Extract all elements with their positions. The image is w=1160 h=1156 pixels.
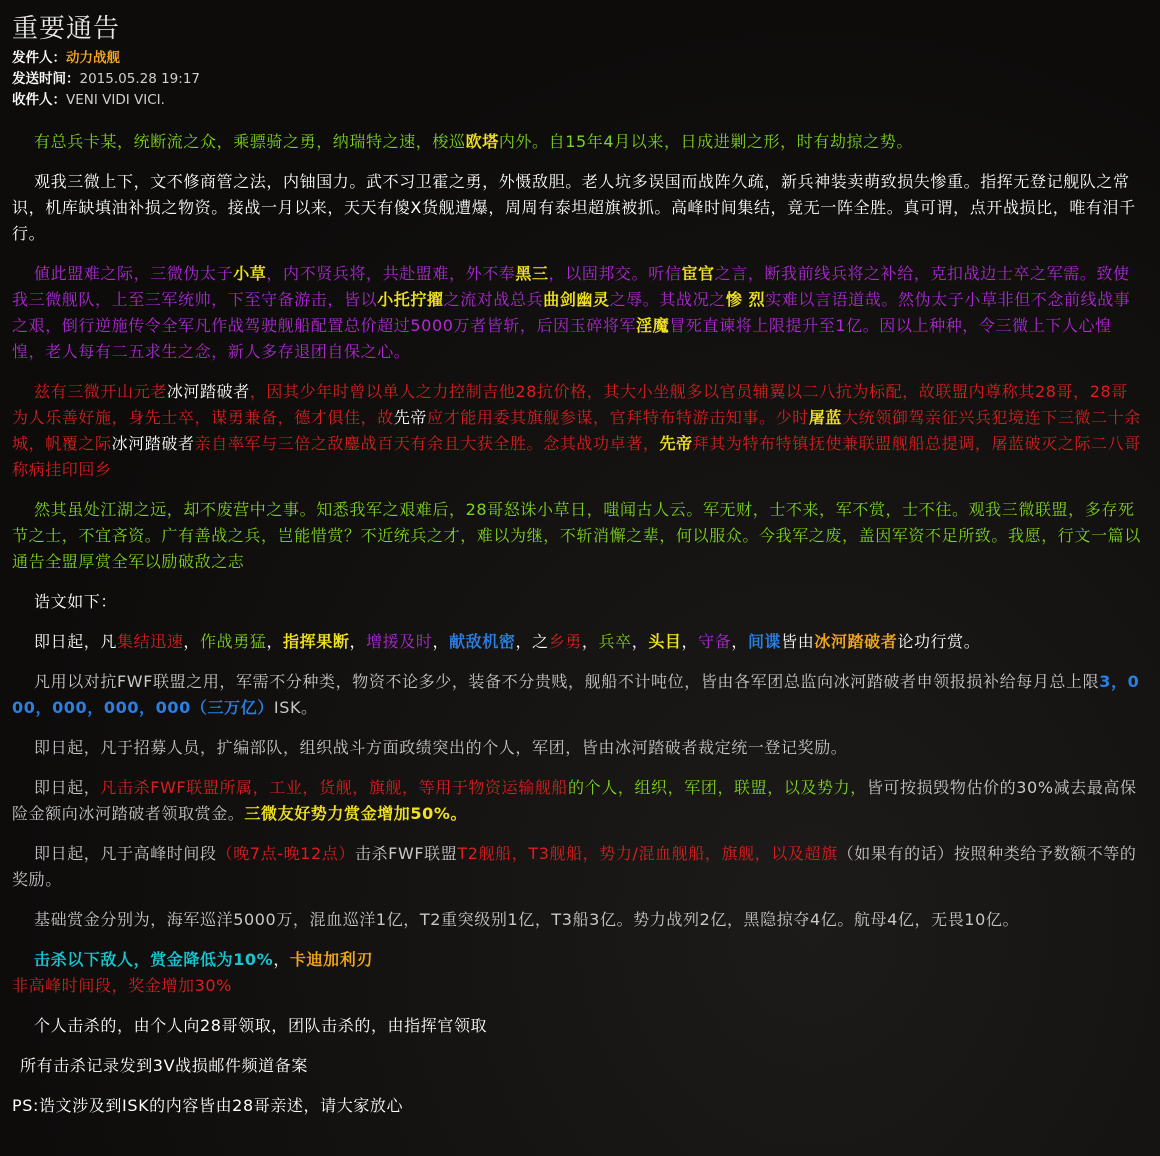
text-segment: 献敌机密: [449, 632, 516, 651]
text-segment: 击杀FWF联盟: [354, 844, 458, 863]
text-segment: ，: [349, 632, 367, 651]
text-segment: 即日起，凡于高峰时间段: [34, 844, 217, 863]
para-decree-4: [12, 775, 1144, 827]
para-ps: [12, 1093, 1144, 1119]
text-segment: 内外。自15年4月以来，日成进剿之形，时有劫掠之势。: [498, 132, 913, 151]
text-segment: 间谍: [747, 632, 782, 651]
text-segment: 乡勇: [548, 632, 582, 651]
para-hero: [12, 379, 1144, 483]
sender-name[interactable]: 动力战舰: [66, 50, 120, 66]
text-segment: 即日起，: [34, 778, 101, 797]
text-segment: 兵卒: [598, 632, 632, 651]
text-segment: 应才能用委其旗舰参谋，官拜特布特游击知事。少时: [427, 408, 809, 427]
text-segment: 守备: [698, 632, 732, 651]
text-segment: 淫魔: [636, 316, 670, 335]
text-segment: 皆可按损毁物估价的30%减去最高保险金额向冰河踏破者领取赏金。: [12, 778, 1137, 823]
para-announce: [12, 497, 1144, 575]
mail-title: 重要通告: [12, 14, 121, 44]
para-records: [12, 1053, 1144, 1079]
text-segment: 拜其为特布特镇抚使兼联盟舰船总提调，屠蓝破灭之际二八哥称病挂印回乡: [12, 434, 1141, 479]
text-segment: 3，000，000，000，000（三万亿）: [12, 672, 1140, 717]
text-segment: 有总兵卡某，统断流之众，乘骠骑之勇，纳瑞特之速，梭巡: [34, 132, 466, 151]
sender-line: [12, 48, 1144, 69]
text-segment: 小托拧擢: [377, 290, 444, 309]
text-segment: 兹有三微开山元老: [34, 382, 167, 401]
text-segment: 冒死直谏将上限提升至1亿。因以上种种，令三微上下人心惶惶，老人每有二五求生之念，新人多存退团自保之心。: [12, 316, 1112, 361]
text-segment: ，因其少年时曾以单人之力控制吉他28抗价格，其大小坐舰多以官员辅翼以二八抗为标配，故联盟内尊称其28哥，28哥为人乐善好施，身先士卒，谋勇兼备，德才俱佳，故: [12, 382, 1128, 427]
text-segment: 惨 烈: [725, 290, 766, 309]
recipient-label: 收件人：: [12, 92, 66, 108]
text-segment: 之言，断我前线兵将之补给，克扣战边士卒之军需。致使我三微舰队，上至三军统帅，下至守备游击，皆以: [12, 264, 1130, 309]
text-segment: 作战勇猛: [200, 632, 267, 651]
time-label: 发送时间：: [12, 71, 80, 87]
text-segment: 冰河踏破者: [166, 382, 250, 401]
mail-body: [12, 129, 1144, 1119]
text-segment: 先帝: [659, 434, 693, 453]
text-segment: 个人击杀的，由个人向28哥领取，团队击杀的，由指挥官领取: [34, 1016, 488, 1035]
text-segment: 凡击杀FWF联盟所属，工业，货舰，旗舰，等用于物资运输舰船: [100, 778, 569, 797]
text-segment: 卡迪加利刃: [289, 950, 373, 969]
text-segment: T2舰船，T3舰船，势力/混血舰船，旗舰，以及超旗: [457, 844, 838, 863]
text-segment: 头目: [648, 632, 682, 651]
para-decree-1: [12, 629, 1144, 655]
para-personal: [12, 1013, 1144, 1039]
text-segment: ，以固邦交。听信: [548, 264, 682, 283]
para-decree-title: [12, 589, 1144, 615]
text-segment: ，: [681, 632, 699, 651]
para-situation: [12, 169, 1144, 247]
text-segment: 基础赏金分别为，海军巡洋5000万，混血巡洋1亿，T2重突级别1亿，T3船3亿。势力战列2亿，黑隐掠夺4亿。航母4亿，无畏10亿。: [34, 910, 1020, 929]
text-segment: 欧塔: [465, 132, 499, 151]
text-segment: 大统领御驾亲征兴兵犯境连下三微二十余城，帆覆之际: [12, 408, 1141, 453]
text-segment: 即日起，凡于招募人员，扩编部队，组织战斗方面政绩突出的个人，军团，皆由冰河踏破者裁定统一登记奖励。: [34, 738, 848, 757]
text-segment: ，内不贤兵将，共赴盟难，外不奉: [266, 264, 516, 283]
sent-time: 2015.05.28 19:17: [79, 71, 200, 87]
text-segment: 三微友好势力赏金增加50%。: [244, 804, 468, 823]
para-intro: [12, 129, 1144, 155]
text-segment: 增援及时: [366, 632, 433, 651]
text-segment: ，: [273, 950, 290, 969]
text-segment: 皆由: [781, 632, 815, 651]
text-segment: ，之: [515, 632, 549, 651]
text-segment: 之辱。其战况之: [609, 290, 726, 309]
text-segment: 宦官: [681, 264, 715, 283]
para-decree-2: [12, 669, 1144, 721]
text-segment: 小草: [233, 264, 267, 283]
text-segment: PS:诰文涉及到ISK的内容皆由28哥亲述，请大家放心: [12, 1096, 404, 1115]
recipient-name: VENI VIDI VICI.: [66, 92, 165, 108]
text-segment: （晚7点-晚12点）: [216, 844, 355, 863]
para-bounty: [12, 907, 1144, 933]
text-segment: ，: [266, 632, 284, 651]
text-segment: 凡用以对抗FWF联盟之用，军需不分种类，物资不论多少，装备不分贵贱，舰船不计吨位，皆由各军团总监向冰河踏破者申领报损补给每月总上限: [34, 672, 1100, 691]
text-segment: ，: [731, 632, 748, 651]
text-segment: 亲自率军与三倍之敌鏖战百天有余且大获全胜。念其战功卓著，: [194, 434, 660, 453]
text-segment: 冰河踏破者: [111, 434, 195, 453]
text-segment: ，: [432, 632, 450, 651]
text-segment: ，: [183, 632, 201, 651]
text-segment: 论功行赏。: [897, 632, 981, 651]
text-segment: 所有击杀记录发到3V战损邮件频道备案: [20, 1056, 308, 1075]
para-traitors: [12, 261, 1144, 365]
text-segment: 曲剑幽灵: [543, 290, 610, 309]
para-decree-3: [12, 735, 1144, 761]
text-segment: 实难以言语道哉。然伪太子小草非但不念前线战事之艰，倒行逆施传令全军凡作战驾驶舰船配置总价超过5000万者皆斩，后因玉碎将军: [12, 290, 1131, 335]
text-segment: 击杀以下敌人，赏金降低为10%: [34, 950, 274, 969]
text-segment: （如果有的话）按照种类给予数额不等的奖励。: [12, 844, 1137, 889]
text-segment: 指挥果断: [283, 632, 350, 651]
text-segment: ，: [581, 632, 599, 651]
sender-label: 发件人：: [12, 50, 66, 66]
para-exceptions: [12, 947, 1144, 999]
text-segment: 値此盟难之际，三微伪太子: [34, 264, 234, 283]
text-segment: 黑三: [515, 264, 549, 283]
para-decree-5: [12, 841, 1144, 893]
text-segment: ISK。: [273, 698, 318, 717]
recipient-line: [12, 90, 1144, 111]
text-segment: 先帝: [393, 408, 428, 427]
text-segment: 冰河踏破者: [814, 632, 898, 651]
text-segment: 之流对战总兵: [443, 290, 544, 309]
text-segment: 然其虽处江湖之远，却不废营中之事。知悉我军之艰难后，28哥怒诛小草日，嗤闻古人云。军无财，士不来，军不赏，士不往。观我三微联盟，多存死节之士，不宜吝资。广有善战之兵，岂能惜赏？不近统兵之才，难以为继，不斩消懈之辈，何以服众。今我军之废，盖因军资不足所致。我愿，行文一篇以通告全盟厚赏全军以励破敌之志: [12, 500, 1141, 571]
time-line: [12, 69, 1144, 90]
text-segment: 诰文如下：: [34, 592, 118, 611]
text-segment: 的个人，组织，军团，联盟，以及势力，: [568, 778, 867, 797]
text-segment: 即日起，凡: [34, 632, 118, 651]
text-segment: ，: [631, 632, 649, 651]
text-segment: 集结迅速: [117, 632, 184, 651]
text-segment: 屠蓝: [808, 408, 843, 427]
text-segment: 观我三微上下，文不修商管之法，内铀国力。武不习卫霍之勇，外慑敌胆。老人坑多误国而战阵久疏，新兵神装卖萌致损失惨重。指挥无登记舰队之常识，机库缺填油补损之物资。接战一月以来，天天有傻X货舰遭爆，周周有泰坦超旗被抓。高峰时间集结，竟无一阵全胜。真可谓，点开战损比，唯有泪千行。: [12, 172, 1136, 243]
text-segment: 非高峰时间段，奖金增加30%: [12, 976, 232, 995]
